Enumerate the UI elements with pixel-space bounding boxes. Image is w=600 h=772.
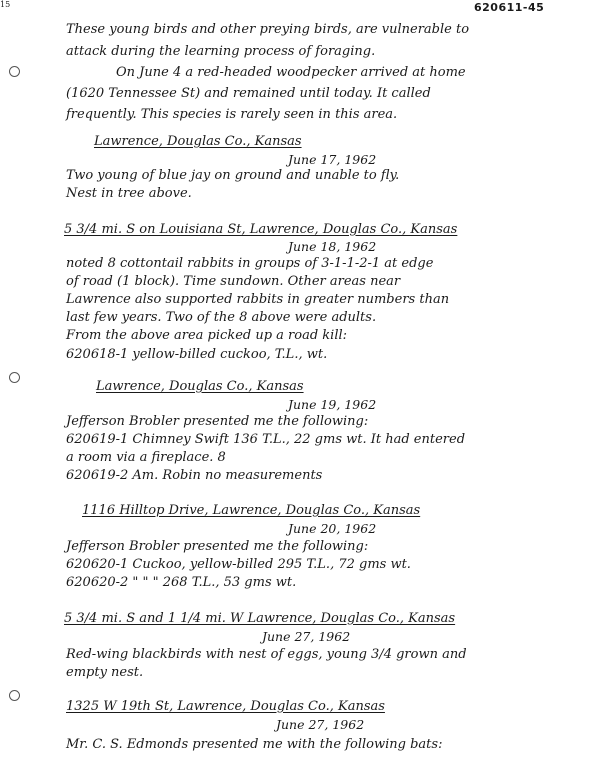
- note-line: empty nest.: [66, 665, 144, 680]
- specimen-line: 620618-1 yellow-billed cuckoo, T.L., wt.: [66, 347, 328, 362]
- binder-hole-icon: [9, 690, 20, 701]
- page-id: 620611-45: [474, 1, 545, 14]
- note-line: Lawrence also supported rabbits in greater numbers than: [66, 292, 450, 307]
- entry-date: June 17, 1962: [288, 152, 377, 167]
- entry-date: June 20, 1962: [288, 521, 377, 536]
- entry-locality: 1116 Hilltop Drive, Lawrence, Douglas Co., Kansas: [82, 503, 421, 518]
- note-line: On June 4 a red-headed woodpecker arrived at home: [116, 65, 466, 80]
- entry-locality: 5 3/4 mi. S and 1 1/4 mi. W Lawrence, Douglas Co., Kansas: [64, 611, 456, 626]
- entry-locality: 1325 W 19th St, Lawrence, Douglas Co., Kansas: [66, 699, 385, 714]
- specimen-line: 620620-2 " " " 268 T.L., 53 gms wt.: [66, 575, 297, 590]
- note-line: Red-wing blackbirds with nest of eggs, young 3/4 grown and: [66, 647, 467, 662]
- entry-date: June 27, 1962: [276, 717, 365, 732]
- specimen-line: 620619-2 Am. Robin no measurements: [66, 468, 323, 483]
- entry-locality: Lawrence, Douglas Co., Kansas: [96, 379, 304, 394]
- entry-locality: Lawrence, Douglas Co., Kansas: [94, 134, 302, 149]
- note-line: a room via a fireplace. 8: [66, 450, 226, 465]
- note-line: noted 8 cottontail rabbits in groups of 3-1-1-2-1 at edge: [66, 256, 434, 271]
- entry-date: June 18, 1962: [288, 239, 377, 254]
- note-line: last few years. Two of the 8 above were adults.: [66, 310, 377, 325]
- note-line: frequently. This species is rarely seen in this area.: [66, 107, 398, 122]
- note-line: Two young of blue jay on ground and unable to fly.: [66, 168, 400, 183]
- specimen-line: 620619-1 Chimney Swift 136 T.L., 22 gms wt. It had entered: [66, 432, 466, 447]
- note-line: Jefferson Brobler presented me the following:: [66, 539, 369, 554]
- note-line: of road (1 block). Time sundown. Other areas near: [66, 274, 401, 289]
- entry-date: June 19, 1962: [288, 397, 377, 412]
- margin-mark: 15: [0, 0, 11, 9]
- note-line: attack during the learning process of foraging.: [66, 44, 376, 59]
- entry-date: June 27, 1962: [262, 629, 351, 644]
- binder-hole-icon: [9, 372, 20, 383]
- note-line: These young birds and other preying birds, are vulnerable to: [66, 22, 470, 37]
- binder-hole-icon: [9, 66, 20, 77]
- specimen-line: 620620-1 Cuckoo, yellow-billed 295 T.L., 72 gms wt.: [66, 557, 411, 572]
- note-line: Nest in tree above.: [66, 186, 192, 201]
- entry-locality: 5 3/4 mi. S on Louisiana St, Lawrence, Douglas Co., Kansas: [64, 222, 458, 237]
- note-line: From the above area picked up a road kill:: [66, 328, 348, 343]
- note-line: Jefferson Brobler presented me the following:: [66, 414, 369, 429]
- note-line: Mr. C. S. Edmonds presented me with the following bats:: [66, 737, 443, 752]
- note-line: (1620 Tennessee St) and remained until today. It called: [66, 86, 431, 101]
